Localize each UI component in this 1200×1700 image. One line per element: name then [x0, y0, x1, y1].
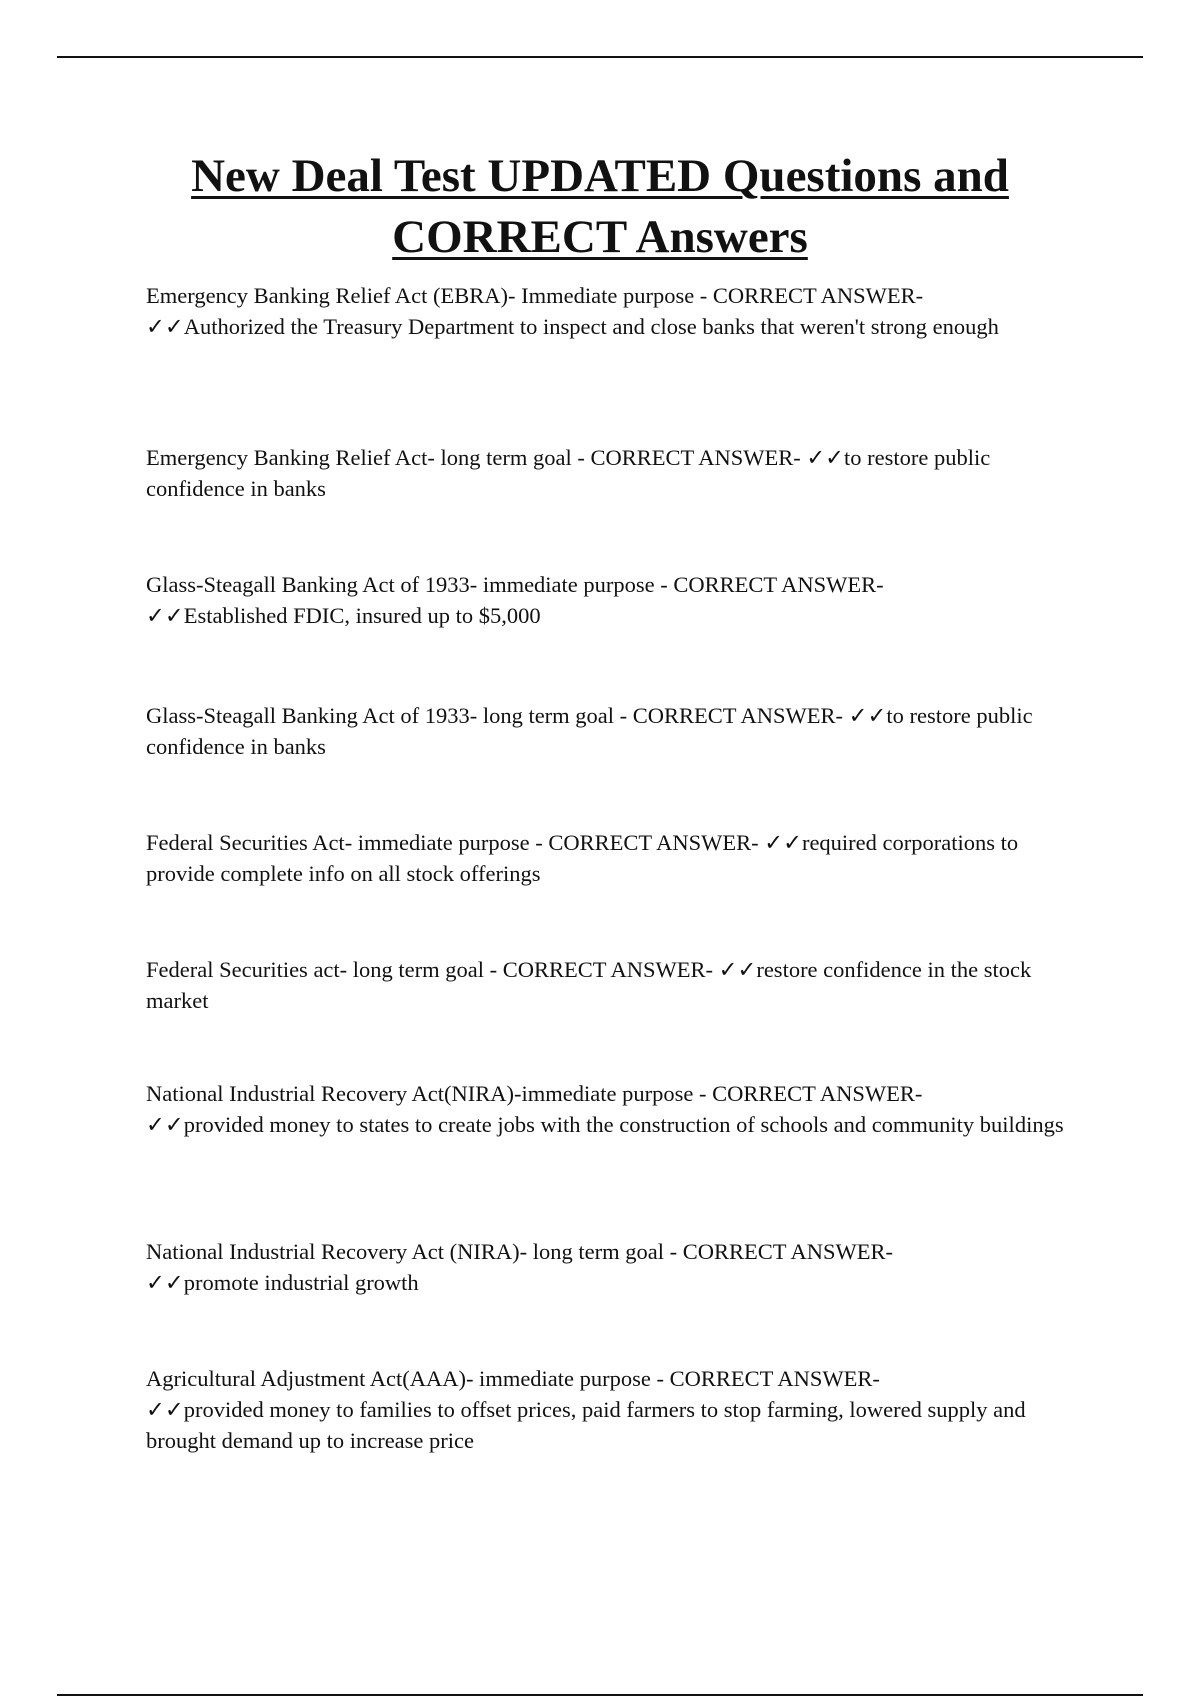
qa-item [146, 442, 1066, 569]
check-icon: ✓✓ [146, 314, 184, 339]
qa-item [146, 700, 1066, 827]
qa-question: Emergency Banking Relief Act (EBRA)- Immediate purpose - CORRECT ANSWER- [146, 283, 924, 308]
page-title [140, 146, 1060, 268]
qa-question: Federal Securities act- long term goal - CORRECT ANSWER- [146, 957, 719, 982]
qa-item [146, 569, 1066, 700]
qa-answer: provided money to states to create jobs with the construction of schools and community buildings [183, 1112, 1064, 1137]
qa-item [146, 954, 1066, 1078]
check-icon: ✓✓ [146, 603, 184, 628]
check-icon: ✓✓ [146, 1397, 184, 1422]
qa-answer: Established FDIC, insured up to $5,000 [183, 603, 541, 628]
check-icon: ✓✓ [718, 957, 757, 982]
title-line-1: New Deal Test UPDATED Questions and [191, 150, 1009, 202]
qa-item [146, 280, 1066, 442]
check-icon: ✓✓ [848, 703, 887, 728]
qa-answer: promote industrial growth [183, 1270, 419, 1295]
check-icon: ✓✓ [146, 1270, 184, 1295]
qa-list [146, 280, 1066, 1456]
qa-item [146, 1363, 1066, 1456]
qa-answer: restore confidence in the stock market [146, 957, 1032, 1013]
qa-question: Federal Securities Act- immediate purpose - CORRECT ANSWER- [146, 830, 765, 855]
qa-item [146, 827, 1066, 954]
qa-item [146, 1078, 1066, 1236]
qa-answer: Authorized the Treasury Department to inspect and close banks that weren't strong enough [183, 314, 999, 339]
qa-answer: to restore public confidence in banks [146, 445, 991, 501]
qa-item [146, 1236, 1066, 1363]
qa-question: National Industrial Recovery Act(NIRA)-immediate purpose - CORRECT ANSWER- [146, 1081, 923, 1106]
check-icon: ✓✓ [764, 830, 802, 855]
qa-question: Glass-Steagall Banking Act of 1933- immediate purpose - CORRECT ANSWER- [146, 572, 884, 597]
qa-question: Glass-Steagall Banking Act of 1933- long term goal - CORRECT ANSWER- [146, 703, 849, 728]
top-rule [57, 56, 1143, 58]
title-line-2: CORRECT Answers [392, 211, 808, 263]
qa-question: Agricultural Adjustment Act(AAA)- immediate purpose - CORRECT ANSWER- [146, 1366, 880, 1391]
check-icon: ✓✓ [146, 1112, 184, 1137]
qa-answer: to restore public confidence in banks [146, 703, 1033, 759]
bottom-rule [57, 1694, 1143, 1696]
qa-answer: required corporations to provide complete info on all stock offerings [146, 830, 1019, 886]
check-icon: ✓✓ [806, 445, 845, 470]
qa-question: National Industrial Recovery Act (NIRA)- long term goal - CORRECT ANSWER- [146, 1239, 893, 1264]
qa-question: Emergency Banking Relief Act- long term goal - CORRECT ANSWER- [146, 445, 807, 470]
qa-answer: provided money to families to offset prices, paid farmers to stop farming, lowered supply and brought demand up to increase price [146, 1397, 1026, 1453]
